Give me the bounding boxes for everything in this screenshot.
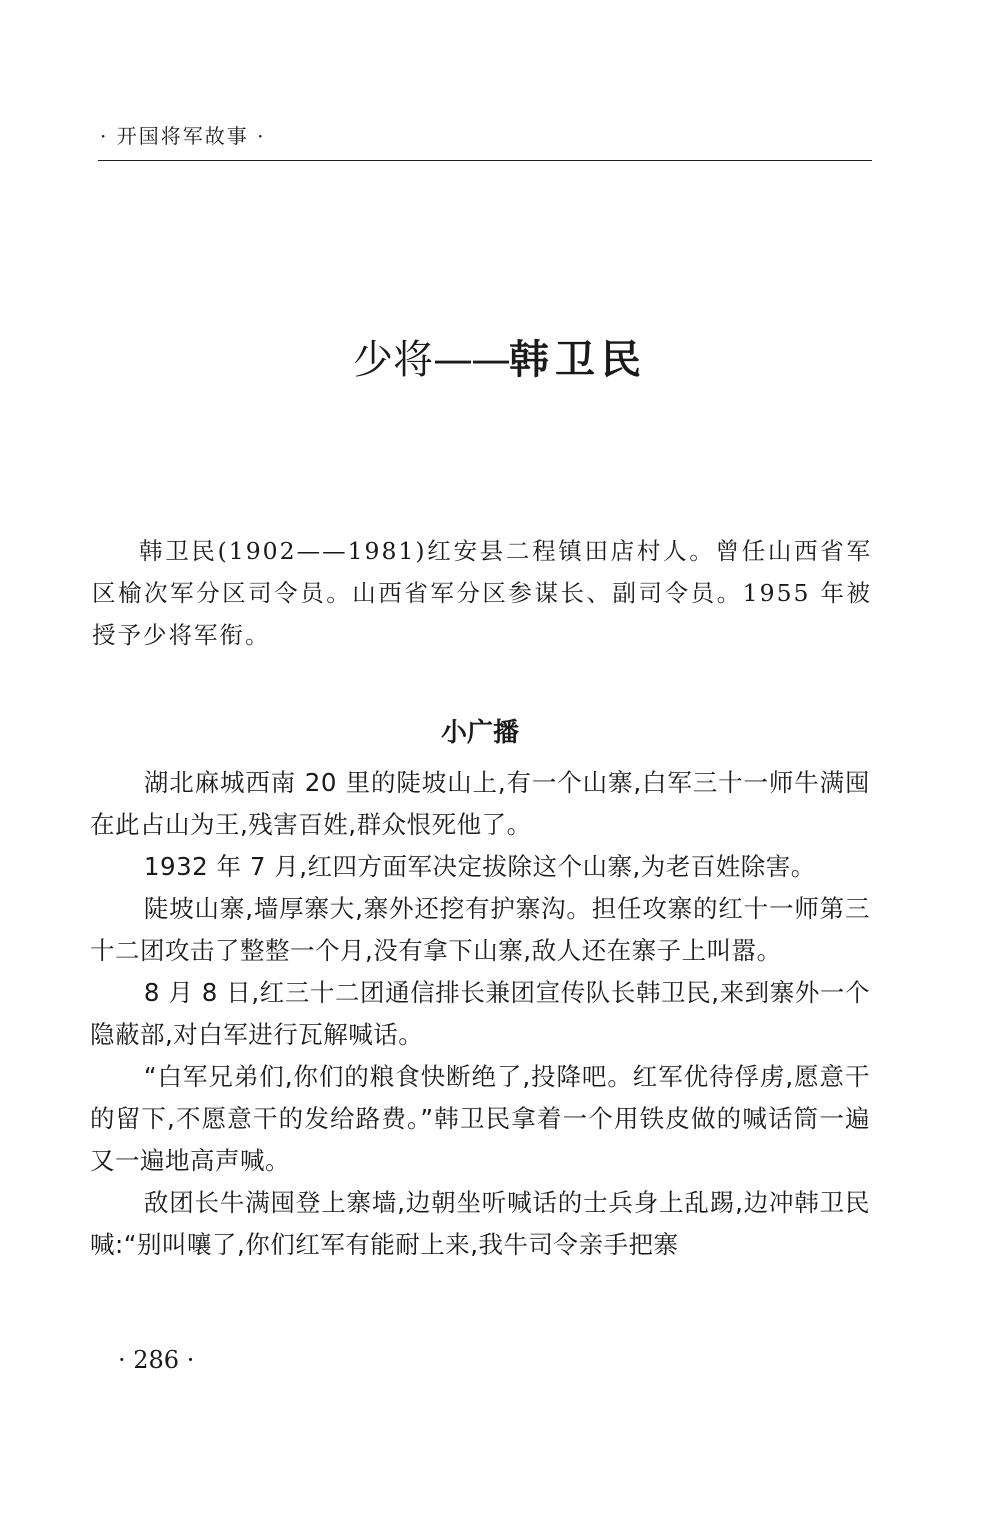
story-body [90, 762, 870, 1266]
chapter-title-name: 韩卫民 [509, 337, 647, 383]
page-number: · 286 · [118, 1346, 195, 1374]
running-header: · 开国将军故事 · [100, 124, 266, 148]
story-paragraph: 陡坡山寨,墙厚寨大,寨外还挖有护寨沟。担任攻寨的红十一师第三十二团攻击了整整一个月,没有拿下山寨,敌人还在寨子上叫嚣。 [90, 894, 870, 965]
story-paragraph: 1932 年 7 月,红四方面军决定拔除这个山寨,为老百姓除害。 [143, 852, 816, 881]
story-paragraph: 敌团长牛满囤登上寨墙,边朝坐听喊话的士兵身上乱踢,边冲韩卫民喊:“别叫嚷了,你们红军有能耐上来,我牛司令亲手把寨 [90, 1188, 870, 1259]
section-heading: 小广播 [440, 718, 519, 748]
chapter-title [0, 332, 1000, 388]
story-paragraph: 8 月 8 日,红三十二团通信排长兼团宣传队长韩卫民,来到寨外一个隐蔽部,对白军进行瓦解喊话。 [90, 978, 870, 1049]
story-paragraph: “白军兄弟们,你们的粮食快断绝了,投降吧。红军优待俘虏,愿意干的留下,不愿意干的发给路费。”韩卫民拿着一个用铁皮做的喊话筒一遍又一遍地高声喊。 [90, 1062, 870, 1175]
biography-paragraph: 韩卫民(1902——1981)红安县二程镇田店村人。曾任山西省军区榆次军分区司令员。山西省军分区参谋长、副司令员。1955 年被授予少将军衔。 [92, 537, 872, 649]
chapter-title-dash: —— [433, 337, 509, 383]
chapter-title-rank: 少将 [353, 337, 433, 383]
story-paragraph: 湖北麻城西南 20 里的陡坡山上,有一个山寨,白军三十一师牛满囤在此占山为王,残害百姓,群众恨死他了。 [90, 768, 870, 839]
header-divider [98, 160, 872, 161]
